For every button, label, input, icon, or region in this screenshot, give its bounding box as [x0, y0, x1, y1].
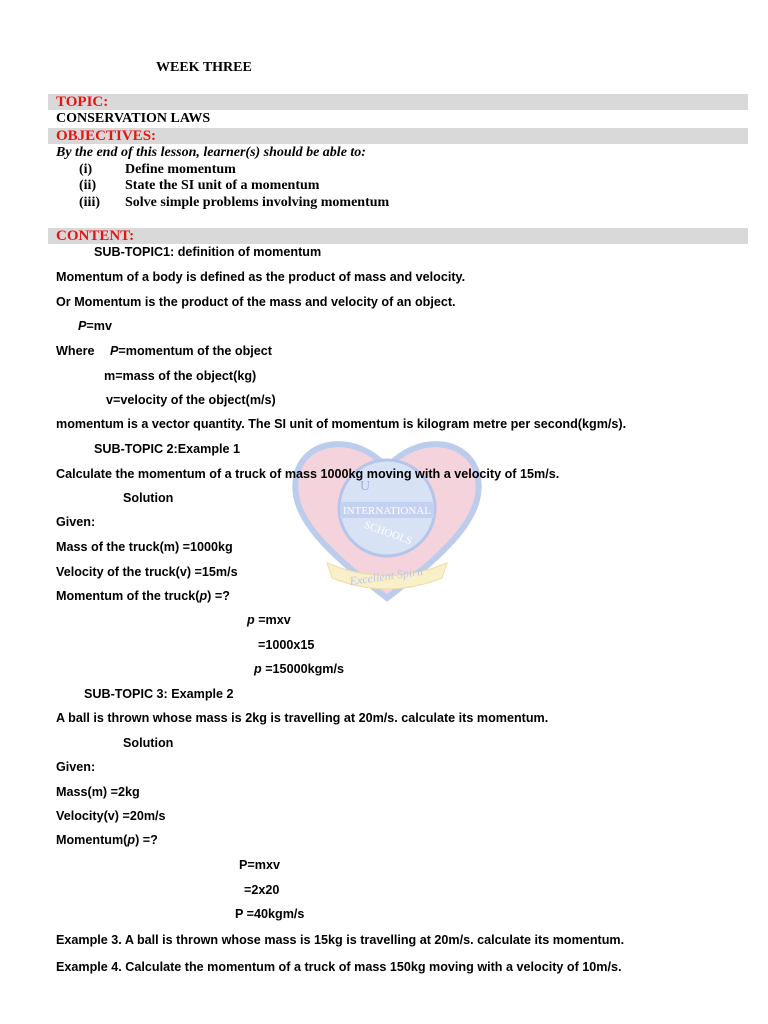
objective-text: Solve simple problems involving momentum — [125, 195, 390, 210]
where-label: Where — [56, 344, 95, 358]
example2-velocity: Velocity(v) =20m/s — [56, 809, 166, 823]
svg-text:SCHOOLS: SCHOOLS — [362, 518, 414, 548]
content-band — [48, 228, 748, 244]
objective-num: (ii) — [79, 178, 97, 193]
topic-value: CONSERVATION LAWS — [56, 111, 211, 126]
exercise-4: Example 4. Calculate the momentum of a truck of mass 150kg moving with a velocity of 10m/s. — [56, 960, 622, 974]
objective-text: Define momentum — [125, 162, 236, 177]
example2-mass: Mass(m) =2kg — [56, 785, 140, 799]
topic-label: TOPIC: — [56, 94, 109, 110]
exercise-3: Example 3. A ball is thrown whose mass is 15kg is travelling at 20m/s. calculate its momentum. — [56, 933, 625, 947]
subtopic1-heading: SUB-TOPIC1: definition of momentum — [94, 245, 322, 259]
svg-text:Excellent Spirit: Excellent Spirit — [348, 563, 425, 589]
definition-1: Momentum of a body is defined as the product of mass and velocity. — [56, 270, 466, 284]
svg-text:INTERNATIONAL: INTERNATIONAL — [343, 505, 431, 517]
where-m: m=mass of the object(kg) — [104, 369, 257, 383]
example1-heading: SUB-TOPIC 2:Example 1 — [94, 442, 241, 456]
example2-calc-2: =2x20 — [244, 883, 280, 897]
example1-mass: Mass of the truck(m) =1000kg — [56, 540, 233, 554]
objectives-label: OBJECTIVES: — [56, 128, 157, 144]
example1-given: Given: — [56, 515, 96, 529]
week-title: WEEK THREE — [156, 60, 252, 75]
example2-question: A ball is thrown whose mass is 2kg is travelling at 20m/s. calculate its momentum. — [56, 711, 549, 725]
si-unit-statement: momentum is a vector quantity. The SI unit of momentum is kilogram metre per second(kgm/s). — [56, 417, 627, 431]
content-label: CONTENT: — [56, 228, 135, 244]
example1-velocity: Velocity of the truck(v) =15m/s — [56, 565, 238, 579]
example1-question: Calculate the momentum of a truck of mass 1000kg moving with a velocity of 15m/s. — [56, 467, 560, 481]
objective-num: (i) — [79, 162, 93, 177]
formula-line: P=mv — [78, 319, 112, 333]
example2-calc-3: P =40kgm/s — [235, 907, 305, 921]
example2-momentum: Momentum(p) =? — [56, 833, 158, 847]
svg-text:U: U — [360, 479, 371, 494]
objectives-intro: By the end of this lesson, learner(s) should be able to: — [56, 145, 366, 160]
where-p: P=momentum of the object — [110, 344, 272, 358]
example1-calc-2: =1000x15 — [258, 638, 315, 652]
example2-solution-label: Solution — [123, 736, 174, 750]
example1-calc-3: p =15000kgm/s — [254, 662, 344, 676]
objective-text: State the SI unit of a momentum — [125, 178, 320, 193]
example2-calc-1: P=mxv — [239, 858, 280, 872]
objective-num: (iii) — [79, 195, 100, 210]
example2-given: Given: — [56, 760, 96, 774]
definition-2: Or Momentum is the product of the mass and velocity of an object. — [56, 295, 456, 309]
example1-solution-label: Solution — [123, 491, 174, 505]
example2-heading: SUB-TOPIC 3: Example 2 — [84, 687, 234, 701]
topic-band — [48, 94, 748, 110]
example1-calc-1: p =mxv — [247, 613, 291, 627]
where-v: v=velocity of the object(m/s) — [106, 393, 276, 407]
school-logo-watermark — [282, 428, 492, 608]
example1-momentum: Momentum of the truck(p) =? — [56, 589, 230, 603]
